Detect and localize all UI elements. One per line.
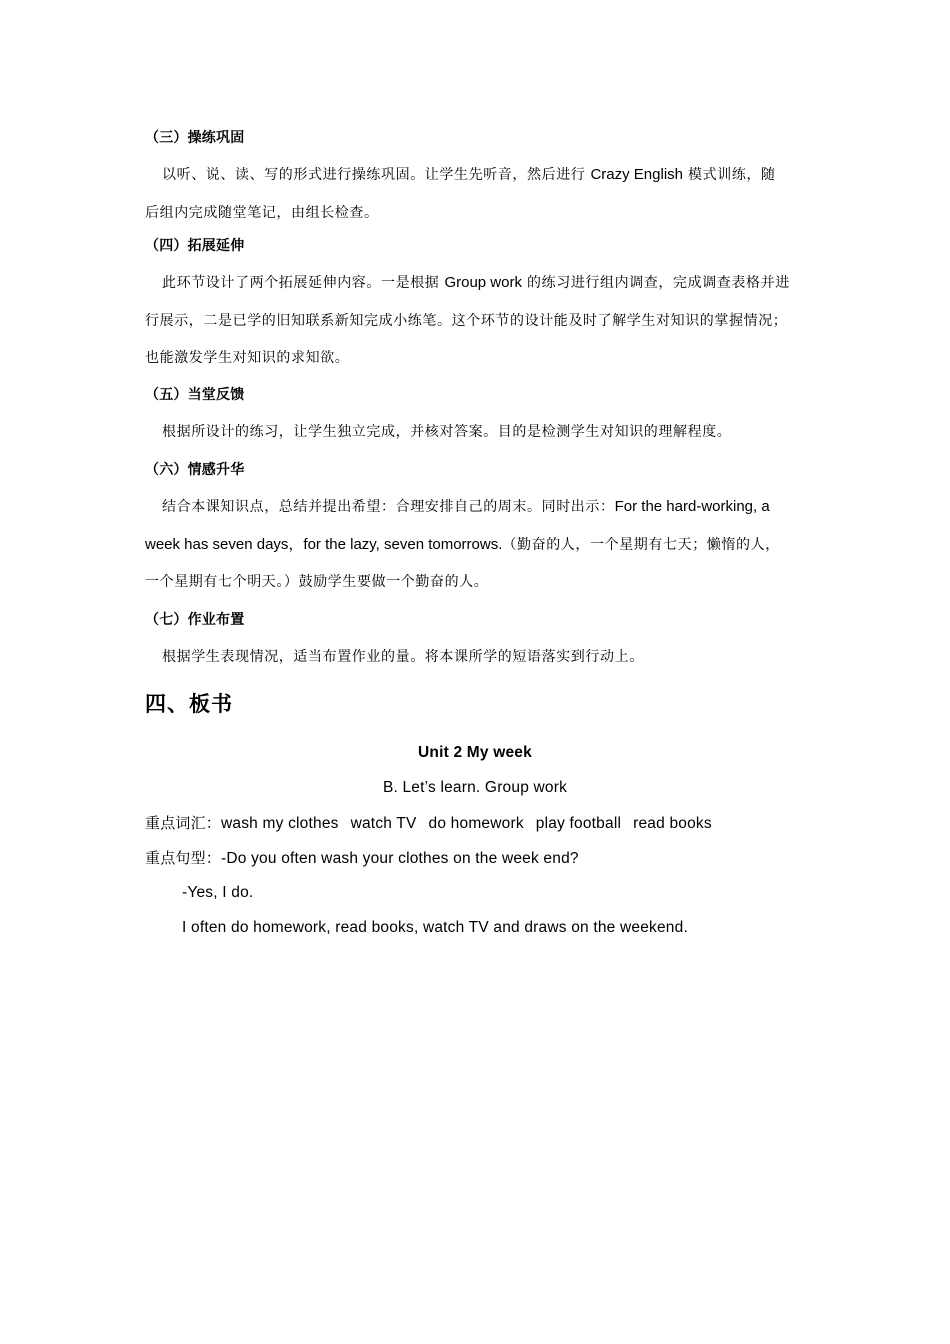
sentence: -Yes, I do. — [182, 884, 254, 901]
paragraph-line: 结合本课知识点，总结并提出希望：合理安排自己的周末。同时出示：For the hard-working, a — [162, 498, 770, 515]
paragraph-line: 后组内完成随堂笔记，由组长检查。 — [145, 205, 379, 221]
section-heading-practice: （三）操练巩固 — [145, 130, 245, 146]
section-heading-homework: （七）作业布置 — [145, 612, 245, 628]
vocab-label: 重点词汇： — [145, 814, 222, 832]
vocab-item: do homework — [428, 815, 524, 832]
paragraph-line: 此环节设计了两个拓展延伸内容。一是根据 Group work 的练习进行组内调查，完成调查表格并进 — [162, 274, 790, 291]
board-subtitle: B. Let’s learn. Group work — [382, 779, 568, 796]
sentence: I often do homework, read books, watch TV and draws on the weekend. — [182, 919, 688, 936]
sentence-label: 重点句型： — [145, 849, 222, 867]
vocab-item: watch TV — [350, 815, 417, 832]
vocab-line — [145, 813, 712, 834]
sentence-line — [145, 848, 579, 869]
vocab-item: play football — [535, 815, 622, 832]
vocab-item: read books — [633, 815, 712, 832]
paragraph-line: 根据所设计的练习，让学生独立完成，并核对答案。目的是检测学生对知识的理解程度。 — [162, 424, 732, 440]
section-heading-feedback: （五）当堂反馈 — [145, 387, 245, 403]
section-heading-emotion: （六）情感升华 — [145, 462, 245, 478]
sentence: -Do you often wash your clothes on the week end? — [221, 850, 579, 867]
paragraph-line: 以听、说、读、写的形式进行操练巩固。让学生先听音，然后进行 Crazy English 模式训练，随 — [162, 166, 776, 183]
paragraph-line: 行展示，二是已学的旧知联系新知完成小练笔。这个环节的设计能及时了解学生对知识的掌握情况； — [145, 313, 788, 329]
section-heading-extension: （四）拓展延伸 — [145, 238, 245, 254]
vocab-item: wash my clothes — [221, 815, 339, 832]
paragraph-line: 根据学生表现情况，适当布置作业的量。将本课所学的短语落实到行动上。 — [162, 649, 644, 665]
board-heading: 四、板书 — [145, 692, 233, 716]
paragraph-line: 一个星期有七个明天。）鼓励学生要做一个勤奋的人。 — [145, 574, 489, 590]
board-title: Unit 2 My week — [418, 744, 532, 761]
paragraph-line: week has seven days，for the lazy, seven tomorrows.（勤奋的人，一个星期有七天；懒惰的人， — [145, 536, 780, 553]
paragraph-line: 也能激发学生对知识的求知欲。 — [145, 350, 350, 366]
